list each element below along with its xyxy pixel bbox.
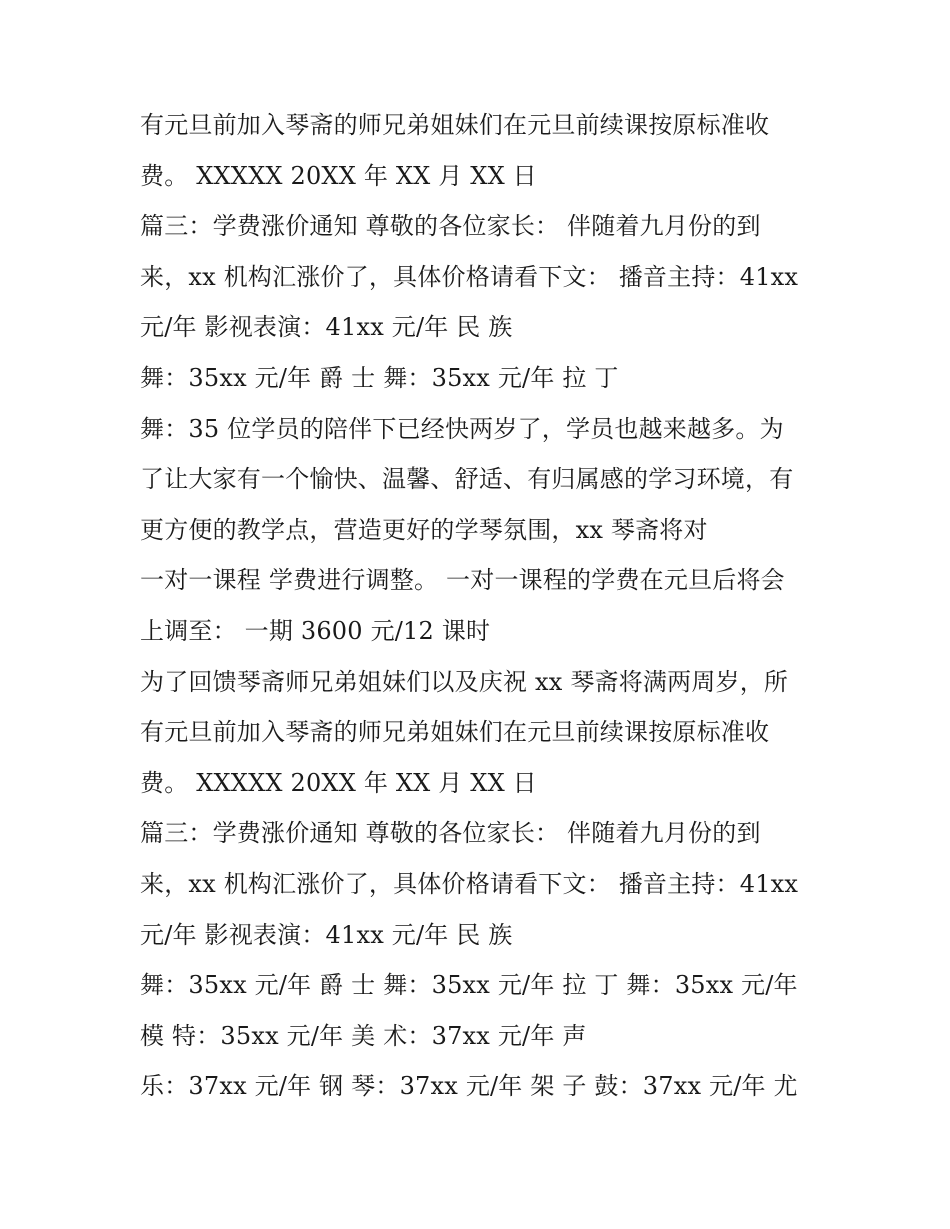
text-line: 来，xx 机构汇涨价了，具体价格请看下文： 播音主持：41xx xyxy=(140,869,799,898)
text-line: 元/年 影视表演：41xx 元/年 民 族 xyxy=(140,920,513,949)
text-line: 有元旦前加入琴斋的师兄弟姐妹们在元旦前续课按原标准收 xyxy=(140,718,770,747)
text-line: 篇三：学费涨价通知 尊敬的各位家长： 伴随着九月份的到 xyxy=(140,212,761,241)
text-line: 更方便的教学点，营造更好的学琴氛围，xx 琴斋将对 xyxy=(140,515,708,544)
text-line: 费。 XXXXX 20XX 年 XX 月 XX 日 xyxy=(140,161,537,190)
text-line: 元/年 影视表演：41xx 元/年 民 族 xyxy=(140,313,513,342)
text-line: 一对一课程 学费进行调整。 一对一课程的学费在元旦后将会 xyxy=(140,566,785,595)
text-line: 乐：37xx 元/年 钢 琴：37xx 元/年 架 子 鼓：37xx 元/年 尤 xyxy=(140,1072,798,1101)
text-line: 舞：35 位学员的陪伴下已经快两岁了，学员也越来越多。为 xyxy=(140,414,784,443)
text-line: 来，xx 机构汇涨价了，具体价格请看下文： 播音主持：41xx xyxy=(140,262,799,291)
text-line: 了让大家有一个愉快、温馨、舒适、有归属感的学习环境，有 xyxy=(140,465,794,494)
text-line: 上调至： 一期 3600 元/12 课时 xyxy=(140,616,491,645)
document-body xyxy=(140,100,820,1112)
text-line: 模 特：35xx 元/年 美 术：37xx 元/年 声 xyxy=(140,1021,587,1050)
text-line: 有元旦前加入琴斋的师兄弟姐妹们在元旦前续课按原标准收 xyxy=(140,111,770,139)
text-line: 篇三：学费涨价通知 尊敬的各位家长： 伴随着九月份的到 xyxy=(140,819,761,848)
text-line: 舞：35xx 元/年 爵 士 舞：35xx 元/年 拉 丁 舞：35xx 元/年 xyxy=(140,971,798,1000)
text-line: 费。 XXXXX 20XX 年 XX 月 XX 日 xyxy=(140,768,537,797)
text-line: 舞：35xx 元/年 爵 士 舞：35xx 元/年 拉 丁 xyxy=(140,363,619,392)
text-line: 为了回馈琴斋师兄弟姐妹们以及庆祝 xx 琴斋将满两周岁，所 xyxy=(140,667,789,696)
